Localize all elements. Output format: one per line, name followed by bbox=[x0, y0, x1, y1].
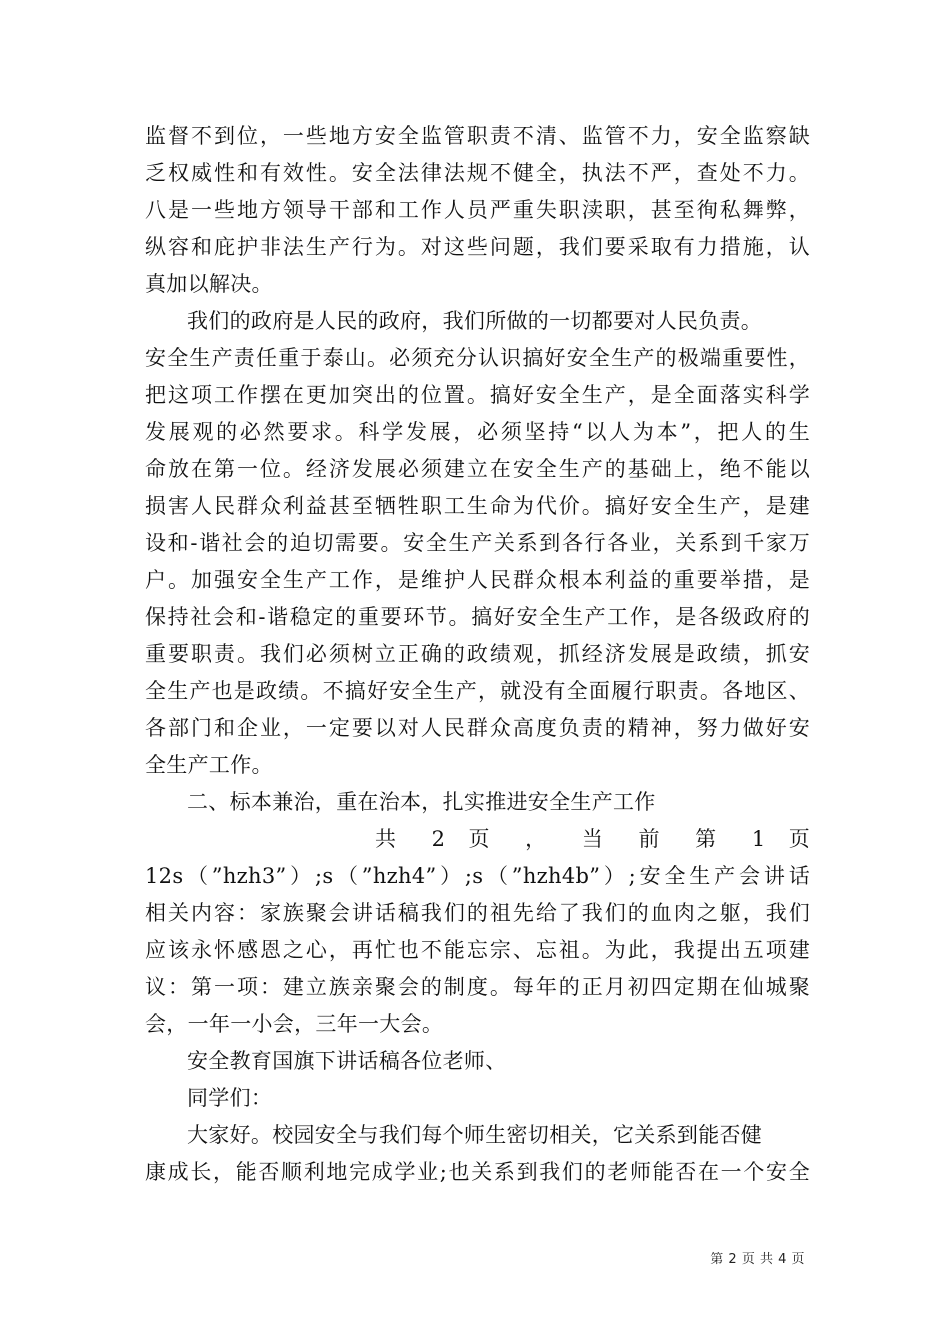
text-line: 安全教育国旗下讲话稿各位老师、 bbox=[187, 1049, 507, 1073]
text-line: 纵容和庇护非法生产行为。对这些问题，我们要采取有力措施，认 bbox=[145, 235, 810, 259]
text-line: 安全生产责任重于泰山。必须充分认识搞好安全生产的极端重要性， bbox=[145, 346, 810, 370]
paragraph-3 bbox=[145, 858, 810, 1043]
text-line: 设和-谐社会的迫切需要。安全生产关系到各行各业，关系到千家万 bbox=[145, 531, 810, 555]
paragraph-5 bbox=[145, 1080, 810, 1117]
text-line: 重要职责。我们必须树立正确的政绩观，抓经济发展是政绩，抓安 bbox=[145, 642, 810, 666]
text-line: 户。加强安全生产工作，是维护人民群众根本利益的重要举措，是 bbox=[145, 568, 810, 592]
text-line: 大家好。校园安全与我们每个师生密切相关，它关系到能否健 bbox=[187, 1123, 763, 1147]
text-line: 监督不到位，一些地方安全监管职责不清、监管不力，安全监察缺 bbox=[145, 124, 810, 148]
page-footer bbox=[710, 1248, 805, 1267]
text-line: 发展观的必然要求。科学发展，必须坚持“以人为本”，把人的生 bbox=[145, 420, 810, 444]
page-counter-text: 共 2 页 ， 当 前 第 1 页 bbox=[375, 827, 810, 851]
text-line: 相关内容：家族聚会讲话稿我们的祖先给了我们的血肉之躯，我们 bbox=[145, 901, 810, 925]
text-line: 命放在第一位。经济发展必须建立在安全生产的基础上，绝不能以 bbox=[145, 457, 810, 481]
section-heading bbox=[145, 784, 810, 821]
text-line: 各部门和企业，一定要以对人民群众高度负责的精神，努力做好安 bbox=[145, 716, 810, 740]
text-line: 八是一些地方领导干部和工作人员严重失职渎职，甚至徇私舞弊， bbox=[145, 198, 810, 222]
text-line: 全生产也是政绩。不搞好安全生产，就没有全面履行职责。各地区、 bbox=[145, 679, 810, 703]
text-line: 12s（”hzh3”）;s（”hzh4”）;s（”hzh4b”）;安全生产会讲话 bbox=[145, 864, 810, 888]
text-line: 保持社会和-谐稳定的重要环节。搞好安全生产工作，是各级政府的 bbox=[145, 605, 810, 629]
text-line: 损害人民群众利益甚至牺牲职工生命为代价。搞好安全生产，是建 bbox=[145, 494, 810, 518]
text-line: 议：第一项：建立族亲聚会的制度。每年的正月初四定期在仙城聚 bbox=[145, 975, 810, 999]
document-body bbox=[145, 118, 810, 1191]
text-line: 同学们： bbox=[187, 1086, 273, 1110]
text-line: 会，一年一小会，三年一大会。 bbox=[145, 1012, 444, 1036]
paragraph-4 bbox=[145, 1043, 810, 1080]
page-counter bbox=[145, 821, 810, 858]
text-line: 应该永怀感恩之心，再忙也不能忘宗、忘祖。为此，我提出五项建 bbox=[145, 938, 810, 962]
text-line: 真加以解决。 bbox=[145, 272, 273, 296]
text-line: 康成长，能否顺利地完成学业;也关系到我们的老师能否在一个安全 bbox=[145, 1160, 810, 1184]
paragraph-1 bbox=[145, 118, 810, 303]
text-line: 全生产工作。 bbox=[145, 753, 273, 777]
paragraph-6 bbox=[145, 1117, 810, 1191]
footer-page-info: 第 2 页 共 4 页 bbox=[710, 1252, 805, 1267]
text-line: 乏权威性和有效性。安全法律法规不健全，执法不严，查处不力。 bbox=[145, 161, 810, 185]
text-line: 我们的政府是人民的政府，我们所做的一切都要对人民负责。 bbox=[187, 309, 763, 333]
section-heading-text: 二、标本兼治，重在治本，扎实推进安全生产工作 bbox=[187, 790, 656, 814]
paragraph-2 bbox=[145, 303, 810, 784]
text-line: 把这项工作摆在更加突出的位置。搞好安全生产，是全面落实科学 bbox=[145, 383, 810, 407]
